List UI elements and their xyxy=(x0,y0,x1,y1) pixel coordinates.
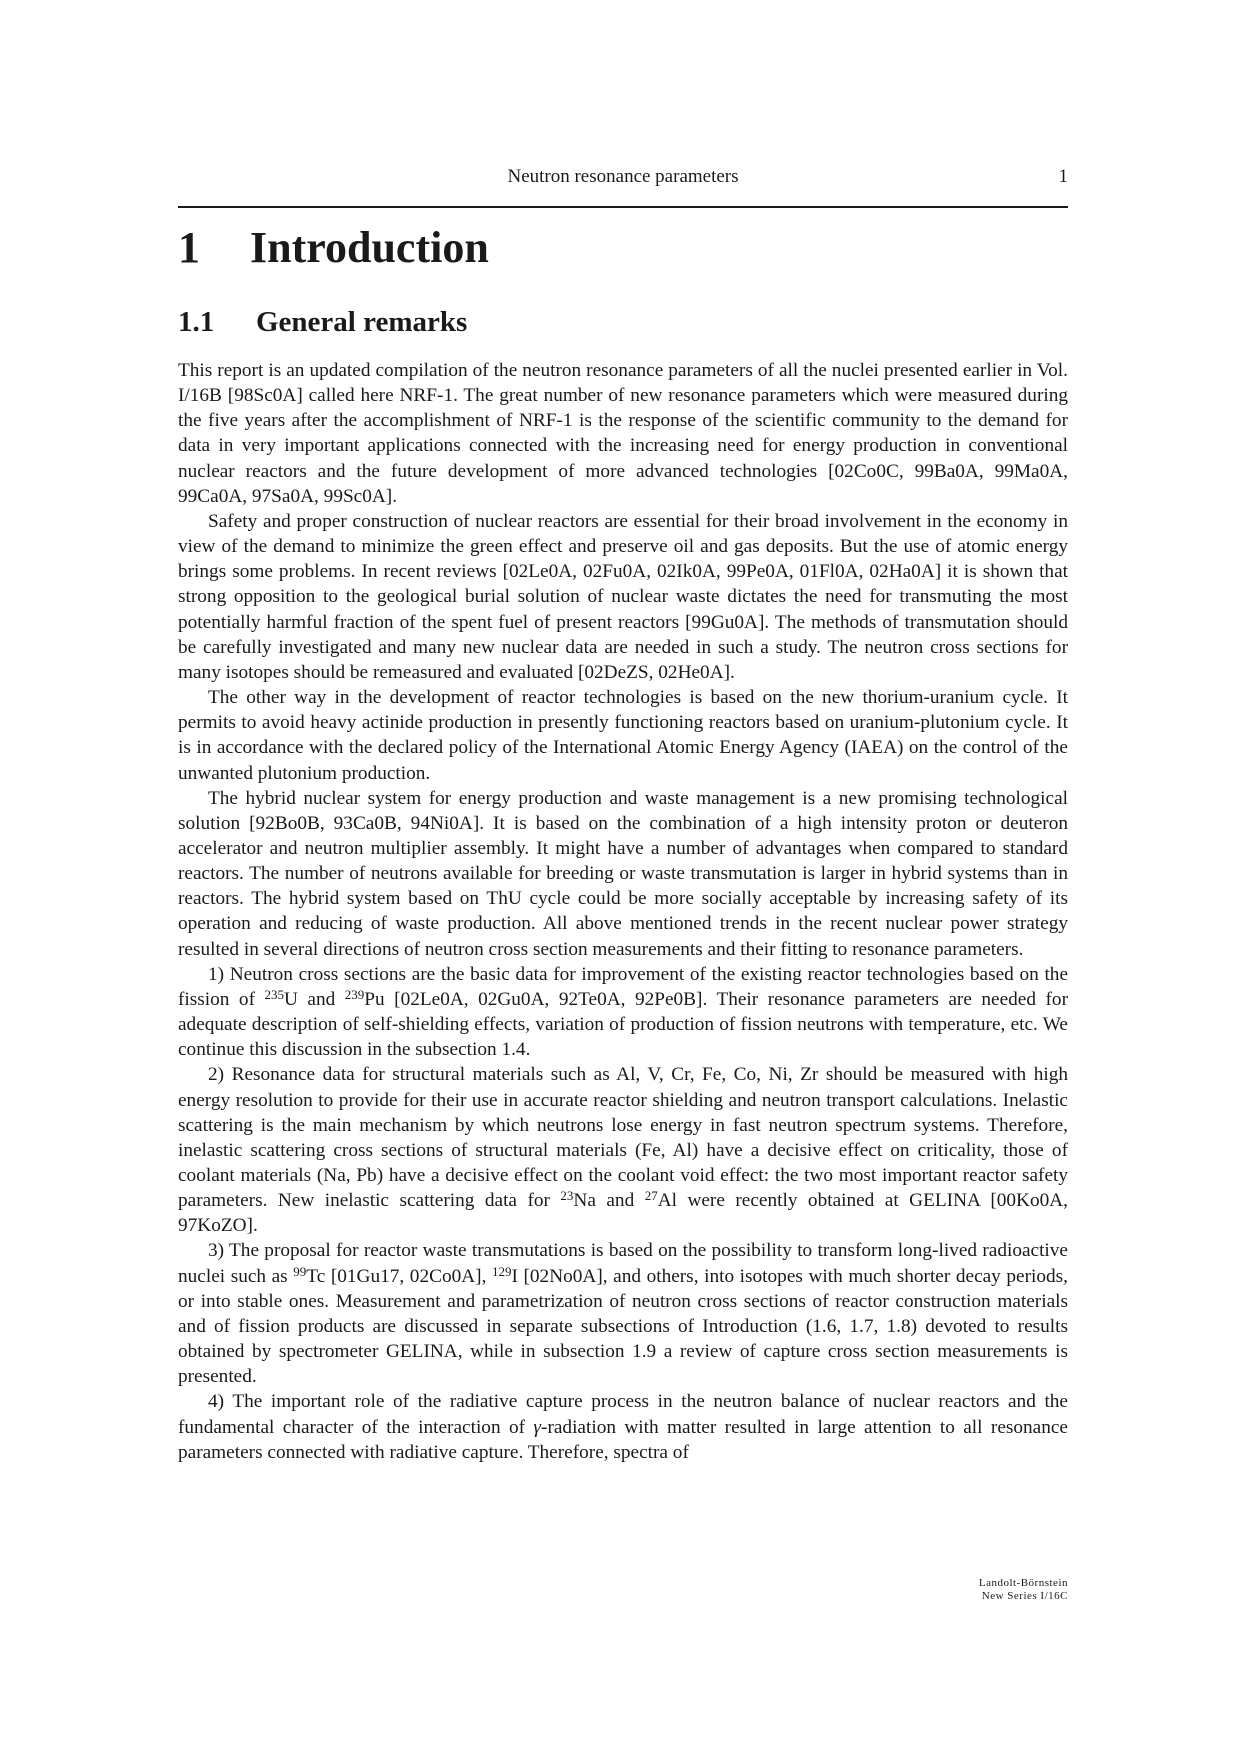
paragraph-3: The other way in the development of reactor technologies is based on the new thorium-uranium cycle. It permits to avoid heavy actinide production in presently functioning reactors based on uranium-plutonium cycle. It is in accordance with the declared policy of the International Atomic Energy Agency (IAEA) on the control of the unwanted plutonium production. xyxy=(178,687,1068,784)
paragraph-5-text-a: 1) Neutron cross sections are the basic data for improvement of the existing reactor technologies based on the fission of xyxy=(178,963,1068,1010)
isotope-mass-27: 27 xyxy=(644,1188,658,1204)
paragraph-8 xyxy=(178,1389,1068,1464)
paragraph-6-text-c: Al were recently obtained at GELINA [00Ko0A, 97KoZO]. xyxy=(178,1190,1068,1237)
paragraph-5-text-b: U and xyxy=(284,988,345,1010)
isotope-mass-99: 99 xyxy=(293,1263,307,1279)
chapter-number: 1 xyxy=(178,223,200,272)
paragraph-5-text-c: Pu [02Le0A, 02Gu0A, 92Te0A, 92Pe0B]. Their resonance parameters are needed for adequate description of self-shielding effects, variation of production of fission neutrons with temperature, etc. We continue this discussion in the subsection 1.4. xyxy=(178,988,1068,1061)
body-text xyxy=(178,358,1068,1465)
paragraph-7-text-b: Tc [01Gu17, 02Co0A], xyxy=(306,1265,492,1287)
paragraph-8-text-b: -radiation with matter resulted in large attention to all resonance parameters connected with radiative capture. Therefore, spectra of xyxy=(178,1416,1068,1463)
paragraph-8-text-a: 4) The important role of the radiative capture process in the neutron balance of nuclear reactors and the fundamental character of the interaction of xyxy=(178,1391,1068,1438)
paragraph-1: This report is an updated compilation of the neutron resonance parameters of all the nuclei presented earlier in Vol. I/16B [98Sc0A] called here NRF-1. The great number of new resonance parameters which were measured during the five years after the accomplishment of NRF-1 is the response of the scientific community to the demand for data in very important applications connected with the increasing need for energy production in conventional nuclear reactors and the future development of more advanced technologies [02Co0C, 99Ba0A, 99Ma0A, 99Ca0A, 97Sa0A, 99Sc0A]. xyxy=(178,360,1068,507)
section-number: 1.1 xyxy=(178,306,215,338)
isotope-mass-129: 129 xyxy=(491,1263,512,1279)
paragraph-6 xyxy=(178,1062,1068,1238)
paragraph-2: Safety and proper construction of nuclear reactors are essential for their broad involvement in the economy in view of the demand to minimize the green effect and preserve oil and gas deposits. But the use of atomic energy brings some problems. In recent reviews [02Le0A, 02Fu0A, 02Ik0A, 99Pe0A, 01Fl0A, 02Ha0A] it is shown that strong opposition to the geological burial solution of nuclear waste dictates the need for transmuting the most potentially harmful fraction of the spent fuel of present reactors [99Gu0A]. The methods of transmutation should be carefully investigated and many new nuclear data are needed in such a study. The neutron cross sections for many isotopes should be remeasured and evaluated [02DeZS, 02He0A]. xyxy=(178,510,1068,683)
page-number: 1 xyxy=(1058,166,1068,187)
header-rule xyxy=(178,206,1068,208)
section-title: General remarks xyxy=(256,306,468,338)
isotope-mass-23: 23 xyxy=(560,1188,574,1204)
chapter-title: Introduction xyxy=(250,223,489,272)
running-header xyxy=(178,164,1068,190)
running-title: Neutron resonance parameters xyxy=(507,166,739,187)
chapter-heading xyxy=(178,218,489,278)
footer-line-1: Landolt-Börnstein xyxy=(978,1577,1068,1589)
section-heading xyxy=(178,302,467,342)
paragraph-6-text-a: 2) Resonance data for structural materials such as Al, V, Cr, Fe, Co, Ni, Zr should be measured with high energy resolution to provide for their use in accurate reactor shielding and neutron transport calculations. Inelastic scattering is the main mechanism by which neutrons lose energy in fast neutron spectrum systems. Therefore, inelastic scattering cross sections of structural materials (Fe, Al) have a decisive effect on criticality, those of coolant materials (Na, Pb) have a decisive effect on the coolant void effect: the two most important reactor safety parameters. New inelastic scattering data for xyxy=(178,1064,1068,1212)
footer-line-2: New Series I/16C xyxy=(981,1590,1068,1602)
paragraph-4: The hybrid nuclear system for energy production and waste management is a new promising technological solution [92Bo0B, 93Ca0B, 94Ni0A]. It is based on the combination of a high intensity proton or deuteron accelerator and neutron multiplier assembly. It might have a number of advantages when compared to standard reactors. The number of neutrons available for breeding or waste transmutation is larger in hybrid systems than in reactors. The hybrid system based on ThU cycle could be more socially acceptable by increasing safety of its operation and reducing of waste production. All above mentioned trends in the recent nuclear power strategy resulted in several directions of neutron cross section measurements and their fitting to resonance parameters. xyxy=(178,787,1068,960)
publisher-footer xyxy=(979,1577,1068,1603)
paragraph-7 xyxy=(178,1238,1068,1389)
paragraph-6-text-b: Na and xyxy=(573,1190,645,1212)
isotope-mass-235: 235 xyxy=(264,986,284,1002)
paragraph-7-text-c: I [02No0A], and others, into isotopes with much shorter decay periods, or into stable ones. Measurement and parametrization of neutron cross sections of reactor construction materials and of fission products are discussed in separate subsections of Introduction (1.6, 1.7, 1.8) devoted to results obtained by spectrometer GELINA, while in subsection 1.9 a review of capture cross section measurements is presented. xyxy=(178,1265,1068,1388)
gamma-symbol: γ xyxy=(533,1416,542,1438)
isotope-mass-239: 239 xyxy=(344,986,365,1002)
paragraph-5 xyxy=(178,962,1068,1063)
paragraph-7-text-a: 3) The proposal for reactor waste transmutations is based on the possibility to transform long-lived radioactive nuclei such as xyxy=(178,1240,1068,1287)
